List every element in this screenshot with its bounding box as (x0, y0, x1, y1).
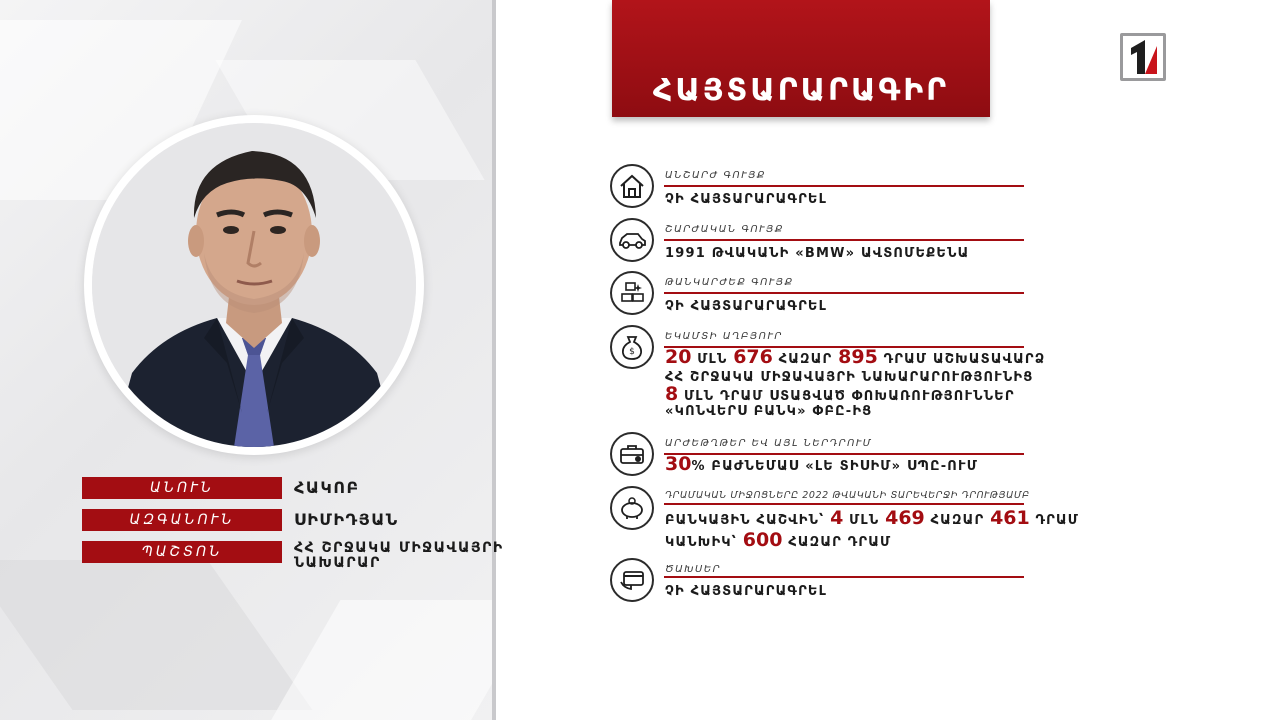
info-row-position (82, 541, 504, 571)
amount-number: 469 (885, 507, 925, 529)
surname-value: ՍԻՄԻԴՅԱՆ (294, 510, 399, 529)
category-divider (664, 239, 1024, 241)
valuables-icon (610, 271, 654, 315)
amount-number: 461 (990, 507, 1030, 529)
cash-line-1 (665, 507, 1080, 529)
amount-number: 895 (838, 346, 878, 368)
car-icon (610, 218, 654, 262)
amount-text: ԴՐԱՄ (1035, 513, 1080, 528)
person-portrait (92, 123, 416, 447)
amount-number: 20 (665, 346, 692, 368)
section-income-source (610, 325, 1046, 425)
category-divider (664, 453, 1024, 455)
background-facet (260, 600, 492, 720)
briefcase-icon (610, 432, 654, 476)
section-cash (610, 486, 1080, 556)
amount-number: 4 (830, 507, 844, 529)
category-label: ԾԱԽՍԵՐ (665, 564, 722, 575)
declaration-banner (612, 0, 990, 117)
amount-text: % ԲԱԺՆԵՄԱՍ «ԼԵ ՏԻՍԻՄ» ՍՊԸ-ՈՒՄ (691, 459, 979, 474)
money-bag-icon (610, 325, 654, 369)
income-line-4: «ԿՈՆՎԵՐՍ ԲԱՆԿ» ՓԲԸ-ԻՑ (665, 404, 873, 419)
income-line-2: ՀՀ ՇՐՋԱԿԱ ՄԻՋԱՎԱՅՐԻ ՆԱԽԱՐԱՐՈՒԹՅՈՒՆԻՑ (665, 370, 1034, 385)
category-value: ՉԻ ՀԱՅՏԱՐԱՐԱԳՐԵԼ (665, 192, 828, 207)
amount-number: 8 (665, 383, 679, 405)
section-valuables (610, 271, 1030, 321)
category-label: ԴՐԱՄԱԿԱՆ ՄԻՋՈՑՆԵՐԸ 2022 ԹՎԱԿԱՆԻ ՏԱՐԵՎԵՐՋԻ ԴՐՈՒԹՅԱՄԲ (665, 490, 1030, 501)
category-divider (664, 503, 1024, 505)
amount-text: ԲԱՆԿԱՅԻՆ ՀԱՇՎԻՆ՝ (665, 513, 825, 528)
svg-text:$: $ (629, 347, 635, 357)
amount-text: ՄԼՆ (849, 513, 880, 528)
amount-number: 600 (742, 529, 783, 551)
name-value: ՀԱԿՈԲ (294, 478, 360, 497)
amount-text: ԿԱՆԽԻԿ՝ (665, 535, 738, 550)
background-facet (0, 560, 313, 710)
name-label: ԱՆՈՒՆ (82, 477, 282, 499)
amount-text: ՀԱԶԱՐ (930, 513, 985, 528)
position-value: ՀՀ ՇՐՋԱԿԱ ՄԻՋԱՎԱՅՐԻ ՆԱԽԱՐԱՐ (294, 540, 504, 571)
category-value: ՉԻ ՀԱՅՏԱՐԱՐԱԳՐԵԼ (665, 584, 828, 599)
amount-number: 30 (665, 453, 692, 475)
category-value: ՉԻ ՀԱՅՏԱՐԱՐԱԳՐԵԼ (665, 299, 828, 314)
card-icon (610, 558, 654, 602)
surname-label: ԱԶԳԱՆՈՒՆ (82, 509, 282, 531)
amount-text: ԴՐԱՄ ԱՇԽԱՏԱՎԱՐՁ (883, 352, 1046, 367)
house-icon (610, 164, 654, 208)
piggy-bank-icon (610, 486, 654, 530)
section-securities (610, 432, 1030, 482)
amount-text: ՄԼՆ (697, 352, 728, 367)
category-label: ԵԿԱՄՏԻ ԱՂԲՅՈՒՐ (665, 331, 783, 342)
amount-text: ՀԱԶԱՐ ԴՐԱՄ (788, 535, 892, 550)
amount-text: ՄԼՆ ԴՐԱՄ ՍՏԱՑՎԱԾ ՓՈԽԱՌՈՒԹՅՈՒՆՆԵՐ (683, 389, 1015, 404)
category-label: ԱՐԺԵԹՂԹԵՐ ԵՎ ԱՅԼ ՆԵՐԴՐՈՒՄ (665, 438, 873, 449)
income-line-1 (665, 346, 1046, 368)
category-divider (664, 185, 1024, 187)
category-label: ՇԱՐԺԱԿԱՆ ԳՈՒՅՔ (665, 224, 784, 235)
cash-line-2 (665, 529, 892, 551)
banner-title: ՀԱՅՏԱՐԱՐԱԳԻՐ (652, 73, 950, 108)
info-row-name (82, 477, 360, 499)
section-expenses (610, 558, 1030, 608)
category-divider (664, 576, 1024, 578)
category-divider (664, 292, 1024, 294)
info-row-surname (82, 509, 399, 531)
position-label: ՊԱՇՏՈՆ (82, 541, 282, 563)
category-label: ԹԱՆԿԱՐԺԵՔ ԳՈՒՅՔ (665, 277, 794, 288)
section-movable-property (610, 218, 1030, 268)
channel-one-logo-icon (1120, 33, 1166, 81)
section-real-estate (610, 164, 1030, 214)
income-line-3 (665, 383, 1015, 405)
securities-value (665, 453, 979, 475)
amount-text: ՀԱԶԱՐ (778, 352, 833, 367)
amount-number: 676 (733, 346, 773, 368)
category-label: ԱՆՇԱՐԺ ԳՈՒՅՔ (665, 170, 766, 181)
category-value: 1991 ԹՎԱԿԱՆԻ «BMW» ԱՎՏՈՄԵՔԵՆԱ (665, 246, 970, 261)
